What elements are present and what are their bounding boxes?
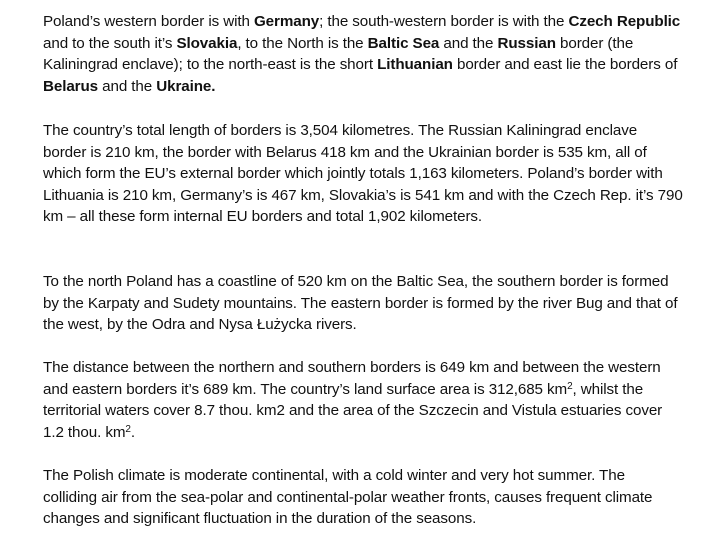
paragraph-borders-overview: [43, 11, 683, 97]
bold-baltic-sea: Baltic Sea: [367, 34, 440, 52]
text-run: border and east lie the borders of: [452, 56, 678, 74]
text-run: The distance between the northern and southern borders is 649 km and between the western and eastern borders it’s 689 km. The country’s land surface area is 312,685 km: [43, 359, 661, 398]
bold-country-russian: Russian: [497, 34, 556, 52]
bold-country-lithuanian: Lithuanian: [377, 56, 453, 74]
superscript-2: 2: [567, 380, 573, 392]
paragraph-climate: The Polish climate is moderate continental, with a cold winter and very hot summer. The colliding air from the sea-polar and continental-polar weather fronts, causes frequent climate changes and significant fluctuation in the duration of the seasons.: [43, 467, 653, 528]
text-run: and the: [98, 77, 157, 95]
bold-country-ukraine: Ukraine.: [156, 77, 216, 95]
text-run: border (the Kaliningrad enclave); to the north-east is the short: [43, 34, 634, 74]
bold-country-germany: Germany: [253, 13, 320, 30]
text-run: and to the south it’s: [43, 34, 177, 52]
bold-country-slovakia: Slovakia: [176, 34, 238, 52]
text-run: , to the North is the: [237, 34, 368, 52]
text-run: and the: [439, 34, 498, 52]
text-run: ; the south-western border is with the: [319, 13, 569, 30]
bold-country-czech-republic: Czech Republic: [568, 13, 681, 30]
text-run: , whilst the territorial waters cover 8.7 thou. km2 and the area of the Szczecin and Vistula estuaries cover 1.2 thou. km: [43, 380, 663, 441]
paragraph-distances-and-area: [43, 357, 683, 443]
text-run: .: [130, 423, 135, 441]
bold-country-belarus: Belarus: [43, 77, 99, 95]
text-run: Poland’s western border is with: [43, 13, 254, 30]
superscript-2: 2: [125, 423, 131, 435]
paragraph-coastline-and-rivers: To the north Poland has a coastline of 520 km on the Baltic Sea, the southern border is formed by the Karpaty and Sudety mountains. The eastern border is formed by the river Bug and that of the west, by the Odra and Nysa Łużycka rivers.: [43, 273, 678, 334]
paragraph-border-lengths: The country’s total length of borders is 3,504 kilometres. The Russian Kaliningrad enclave border is 210 km, the border with Belarus 418 km and the Ukrainian border is 535 km, all of which form the EU’s external border which jointly totals 1,163 kilometers. Poland’s border with Lithuania is 210 km, Germany’s is 467 km, Slovakia’s is 541 km and with the Czech Rep. it’s 790 km – all these form internal EU borders and total 1,902 kilometers.: [43, 122, 683, 226]
